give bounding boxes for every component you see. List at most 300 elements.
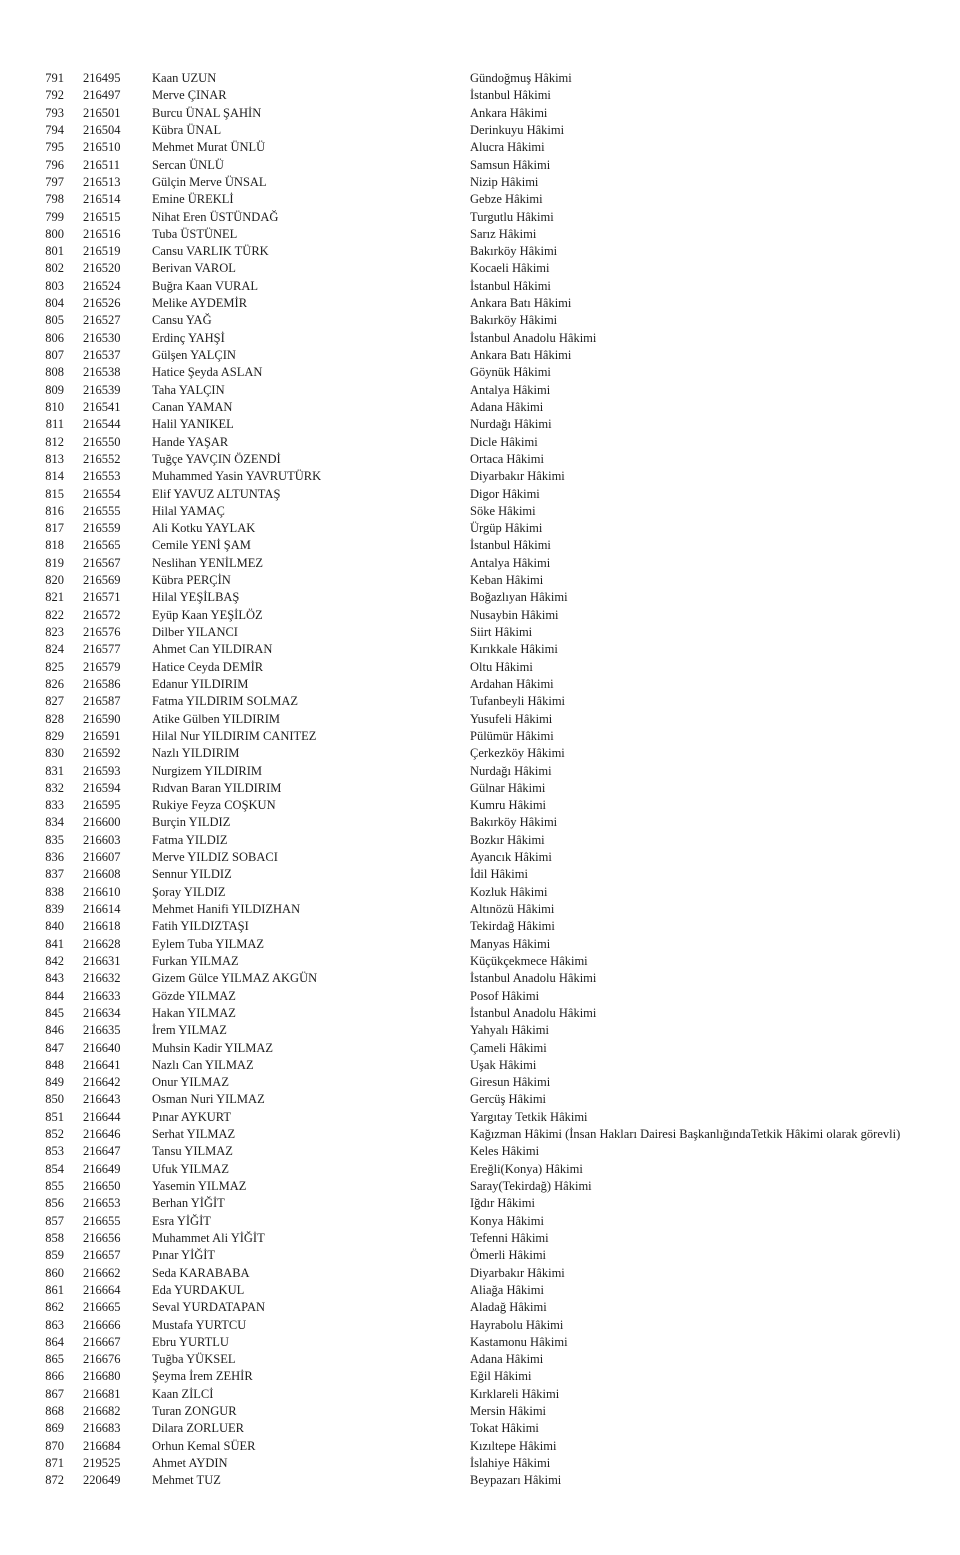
list-item bbox=[0, 1472, 960, 1489]
full-name: Eyüp Kaan YEŞİLÖZ bbox=[152, 607, 263, 622]
registry-number: 216519 bbox=[83, 244, 121, 259]
assignment: Digor Hâkimi bbox=[470, 486, 540, 501]
registry-number: 216554 bbox=[83, 486, 121, 501]
full-name: Sercan ÜNLÜ bbox=[152, 157, 224, 172]
list-item bbox=[0, 70, 960, 87]
row-number: 832 bbox=[45, 780, 64, 795]
full-name: Nihat Eren ÜSTÜNDAĞ bbox=[152, 209, 279, 224]
registry-number: 216593 bbox=[83, 763, 121, 778]
assignment: Yahyalı Hâkimi bbox=[470, 1023, 549, 1038]
list-item bbox=[0, 1299, 960, 1316]
registry-number: 216569 bbox=[83, 573, 121, 588]
row-number: 840 bbox=[45, 919, 64, 934]
row-number: 859 bbox=[45, 1248, 64, 1263]
assignment: Alucra Hâkimi bbox=[470, 140, 545, 155]
list-item bbox=[0, 399, 960, 416]
row-number: 813 bbox=[45, 451, 64, 466]
row-number: 846 bbox=[45, 1023, 64, 1038]
registry-number: 216607 bbox=[83, 850, 121, 865]
list-item bbox=[0, 780, 960, 797]
row-number: 821 bbox=[45, 590, 64, 605]
registry-number: 216514 bbox=[83, 192, 121, 207]
assignment: Posof Hâkimi bbox=[470, 988, 540, 1003]
row-number: 866 bbox=[45, 1369, 64, 1384]
assignment: İstanbul Anadolu Hâkimi bbox=[470, 1005, 597, 1020]
registry-number: 216571 bbox=[83, 590, 121, 605]
list-item bbox=[0, 797, 960, 814]
full-name: Elif YAVUZ ALTUNTAŞ bbox=[152, 486, 281, 501]
registry-number: 216642 bbox=[83, 1075, 121, 1090]
full-name: Fatma YILDIZ bbox=[152, 832, 228, 847]
list-item bbox=[0, 1178, 960, 1195]
registry-number: 216530 bbox=[83, 330, 121, 345]
registry-number: 216516 bbox=[83, 226, 121, 241]
registry-number: 216635 bbox=[83, 1023, 121, 1038]
list-item bbox=[0, 936, 960, 953]
assignment: Nurdağı Hâkimi bbox=[470, 417, 552, 432]
full-name: Burcu ÜNAL ŞAHİN bbox=[152, 105, 262, 120]
assignment: İstanbul Hâkimi bbox=[470, 538, 551, 553]
registry-number: 216640 bbox=[83, 1040, 121, 1055]
row-number: 833 bbox=[45, 798, 64, 813]
registry-number: 216641 bbox=[83, 1057, 121, 1072]
assignment: Sarız Hâkimi bbox=[470, 226, 537, 241]
full-name: Neslihan YENİLMEZ bbox=[152, 555, 263, 570]
registry-number: 216664 bbox=[83, 1282, 121, 1297]
row-number: 868 bbox=[45, 1404, 64, 1419]
full-name: Ahmet Can YILDIRAN bbox=[152, 642, 273, 657]
list-item bbox=[0, 763, 960, 780]
row-number: 814 bbox=[45, 469, 64, 484]
list-item bbox=[0, 1282, 960, 1299]
assignment: Nizip Hâkimi bbox=[470, 174, 539, 189]
registry-number: 216614 bbox=[83, 902, 121, 916]
full-name: Kaan UZUN bbox=[152, 71, 217, 85]
registry-number: 216634 bbox=[83, 1005, 121, 1020]
row-number: 827 bbox=[45, 694, 64, 709]
row-number: 824 bbox=[45, 642, 64, 657]
full-name: Yasemin YILMAZ bbox=[152, 1179, 247, 1193]
full-name: Erdinç YAHŞİ bbox=[152, 330, 225, 345]
full-name: Osman Nuri YILMAZ bbox=[152, 1092, 265, 1107]
assignment: Diyarbakır Hâkimi bbox=[470, 469, 565, 484]
registry-number: 216644 bbox=[83, 1109, 121, 1124]
list-item bbox=[0, 226, 960, 243]
row-number: 817 bbox=[45, 521, 64, 536]
full-name: Mehmet TUZ bbox=[152, 1473, 221, 1488]
row-number: 806 bbox=[45, 330, 64, 345]
row-number: 808 bbox=[45, 365, 64, 380]
row-number: 862 bbox=[45, 1300, 64, 1315]
registry-number: 216526 bbox=[83, 296, 121, 311]
registry-number: 216565 bbox=[83, 538, 121, 553]
assignment: Küçükçekmece Hâkimi bbox=[470, 953, 588, 968]
list-item bbox=[0, 1213, 960, 1230]
registry-number: 216495 bbox=[83, 71, 121, 85]
list-item bbox=[0, 589, 960, 606]
row-number: 819 bbox=[45, 555, 64, 570]
assignment: Dicle Hâkimi bbox=[470, 434, 538, 449]
full-name: Tuğba YÜKSEL bbox=[152, 1352, 236, 1367]
row-number: 854 bbox=[45, 1161, 64, 1176]
row-number: 820 bbox=[45, 573, 64, 588]
list-item bbox=[0, 330, 960, 347]
registry-number: 216643 bbox=[83, 1092, 121, 1107]
full-name: Eda YURDAKUL bbox=[152, 1282, 245, 1297]
assignment: Kocaeli Hâkimi bbox=[470, 261, 550, 276]
assignment: Tefenni Hâkimi bbox=[470, 1230, 549, 1245]
row-number: 841 bbox=[45, 936, 64, 951]
assignment: Siirt Hâkimi bbox=[470, 625, 533, 639]
list-item bbox=[0, 918, 960, 935]
row-number: 797 bbox=[45, 174, 64, 189]
row-number: 829 bbox=[45, 728, 64, 743]
row-number: 825 bbox=[45, 659, 64, 674]
row-number: 860 bbox=[45, 1265, 64, 1280]
row-number: 812 bbox=[45, 434, 64, 449]
registry-number: 216628 bbox=[83, 936, 121, 951]
list-item bbox=[0, 1438, 960, 1455]
list-item bbox=[0, 970, 960, 987]
row-number: 800 bbox=[45, 226, 64, 241]
list-item bbox=[0, 641, 960, 658]
registry-number: 216587 bbox=[83, 694, 121, 709]
full-name: Ebru YURTLU bbox=[152, 1334, 229, 1349]
list-item bbox=[0, 434, 960, 451]
full-name: Hilal YEŞİLBAŞ bbox=[152, 590, 240, 605]
list-item bbox=[0, 451, 960, 468]
assignment: Ankara Batı Hâkimi bbox=[470, 296, 572, 311]
assignment: Yargıtay Tetkik Hâkimi bbox=[470, 1109, 588, 1124]
full-name: Ufuk YILMAZ bbox=[152, 1161, 229, 1176]
registry-number: 216649 bbox=[83, 1161, 121, 1176]
assignment: İstanbul Anadolu Hâkimi bbox=[470, 330, 597, 345]
list-item bbox=[0, 572, 960, 589]
registry-number: 216603 bbox=[83, 832, 121, 847]
row-number: 842 bbox=[45, 953, 64, 968]
list-item bbox=[0, 1334, 960, 1351]
registry-number: 216666 bbox=[83, 1317, 121, 1332]
full-name: Dilara ZORLUER bbox=[152, 1421, 244, 1436]
list-item bbox=[0, 1230, 960, 1247]
full-name: Fatma YILDIRIM SOLMAZ bbox=[152, 694, 299, 709]
full-name: Atike Gülben YILDIRIM bbox=[152, 711, 280, 726]
full-name: Turan ZONGUR bbox=[152, 1404, 237, 1419]
row-number: 850 bbox=[45, 1092, 64, 1107]
row-number: 804 bbox=[45, 296, 64, 311]
full-name: Gülşen YALÇIN bbox=[152, 348, 236, 362]
list-item bbox=[0, 468, 960, 485]
full-name: Pınar YİĞİT bbox=[152, 1248, 216, 1263]
row-number: 845 bbox=[45, 1005, 64, 1020]
row-number: 843 bbox=[45, 971, 64, 986]
row-number: 855 bbox=[45, 1179, 64, 1193]
registry-number: 216524 bbox=[83, 278, 121, 293]
row-number: 837 bbox=[45, 867, 64, 882]
full-name: Dilber YILANCI bbox=[152, 625, 238, 639]
full-name: Eylem Tuba YILMAZ bbox=[152, 936, 265, 951]
list-item bbox=[0, 693, 960, 710]
row-number: 870 bbox=[45, 1438, 64, 1453]
full-name: Pınar AYKURT bbox=[152, 1109, 232, 1124]
row-number: 853 bbox=[45, 1144, 64, 1159]
full-name: Merve ÇINAR bbox=[152, 88, 227, 103]
assignment: Oltu Hâkimi bbox=[470, 659, 533, 674]
assignment: Kozluk Hâkimi bbox=[470, 884, 548, 899]
list-item bbox=[0, 901, 960, 918]
full-name: Onur YILMAZ bbox=[152, 1075, 229, 1090]
row-number: 835 bbox=[45, 832, 64, 847]
appointment-list bbox=[0, 70, 960, 1490]
registry-number: 216657 bbox=[83, 1248, 121, 1263]
assignment: Kağızman Hâkimi (İnsan Hakları Dairesi BaşkanlığındaTetkik Hâkimi olarak görevli) bbox=[470, 1127, 901, 1142]
full-name: Kübra ÜNAL bbox=[152, 122, 222, 137]
assignment: İstanbul Anadolu Hâkimi bbox=[470, 971, 597, 986]
full-name: Mustafa YURTCU bbox=[152, 1317, 247, 1332]
assignment: Göynük Hâkimi bbox=[470, 365, 551, 380]
list-item bbox=[0, 364, 960, 381]
registry-number: 216680 bbox=[83, 1369, 121, 1384]
full-name: Seda KARABABA bbox=[152, 1265, 250, 1280]
list-item bbox=[0, 676, 960, 693]
assignment: Bozkır Hâkimi bbox=[470, 832, 545, 847]
registry-number: 216504 bbox=[83, 122, 121, 137]
list-item bbox=[0, 711, 960, 728]
full-name: Hilal Nur YILDIRIM CANITEZ bbox=[152, 728, 317, 743]
registry-number: 216511 bbox=[83, 157, 121, 172]
registry-number: 220649 bbox=[83, 1473, 121, 1488]
list-item bbox=[0, 1161, 960, 1178]
list-item bbox=[0, 295, 960, 312]
assignment: Giresun Hâkimi bbox=[470, 1075, 551, 1090]
registry-number: 216632 bbox=[83, 971, 121, 986]
registry-number: 216662 bbox=[83, 1265, 121, 1280]
registry-number: 216608 bbox=[83, 867, 121, 882]
assignment: Tufanbeyli Hâkimi bbox=[470, 694, 566, 709]
list-item bbox=[0, 1455, 960, 1472]
list-item bbox=[0, 1005, 960, 1022]
registry-number: 216567 bbox=[83, 555, 121, 570]
row-number: 871 bbox=[45, 1456, 64, 1470]
registry-number: 216684 bbox=[83, 1438, 121, 1453]
full-name: Kaan ZİLCİ bbox=[152, 1386, 214, 1401]
registry-number: 216656 bbox=[83, 1230, 121, 1245]
full-name: Burçin YILDIZ bbox=[152, 815, 231, 830]
assignment: Nusaybin Hâkimi bbox=[470, 607, 559, 622]
list-item bbox=[0, 866, 960, 883]
full-name: Tansu YILMAZ bbox=[152, 1144, 233, 1159]
list-item bbox=[0, 416, 960, 433]
assignment: Ardahan Hâkimi bbox=[470, 676, 554, 691]
full-name: Emine ÜREKLİ bbox=[152, 192, 234, 207]
list-item bbox=[0, 537, 960, 554]
row-number: 863 bbox=[45, 1317, 64, 1332]
full-name: Ali Kotku YAYLAK bbox=[152, 521, 256, 536]
list-item bbox=[0, 814, 960, 831]
registry-number: 216539 bbox=[83, 382, 121, 397]
list-item bbox=[0, 1195, 960, 1212]
full-name: Muhsin Kadir YILMAZ bbox=[152, 1040, 274, 1055]
full-name: Esra YİĞİT bbox=[152, 1213, 211, 1228]
registry-number: 216513 bbox=[83, 174, 121, 189]
assignment: Ömerli Hâkimi bbox=[470, 1248, 547, 1263]
registry-number: 216682 bbox=[83, 1404, 121, 1419]
full-name: Tuğçe YAVÇIN ÖZENDİ bbox=[152, 451, 281, 466]
row-number: 830 bbox=[45, 746, 64, 761]
row-number: 822 bbox=[45, 607, 64, 622]
assignment: Kırıkkale Hâkimi bbox=[470, 642, 558, 657]
full-name: Gizem Gülce YILMAZ AKGÜN bbox=[152, 971, 318, 986]
list-item bbox=[0, 1126, 960, 1143]
list-item bbox=[0, 312, 960, 329]
registry-number: 216631 bbox=[83, 953, 121, 968]
list-item bbox=[0, 1143, 960, 1160]
full-name: Seval YURDATAPAN bbox=[152, 1300, 266, 1315]
registry-number: 216683 bbox=[83, 1421, 121, 1436]
row-number: 869 bbox=[45, 1421, 64, 1436]
list-item bbox=[0, 209, 960, 226]
assignment: Ereğli(Konya) Hâkimi bbox=[470, 1161, 583, 1176]
registry-number: 216592 bbox=[83, 746, 121, 761]
full-name: Cansu VARLIK TÜRK bbox=[152, 244, 269, 259]
assignment: Ortaca Hâkimi bbox=[470, 451, 544, 466]
registry-number: 216550 bbox=[83, 434, 121, 449]
assignment: Uşak Hâkimi bbox=[470, 1057, 537, 1072]
registry-number: 216553 bbox=[83, 469, 121, 484]
full-name: Gülçin Merve ÜNSAL bbox=[152, 174, 267, 189]
registry-number: 216501 bbox=[83, 105, 121, 120]
list-item bbox=[0, 243, 960, 260]
registry-number: 216544 bbox=[83, 417, 121, 432]
assignment: Gercüş Hâkimi bbox=[470, 1092, 547, 1107]
assignment: Adana Hâkimi bbox=[470, 1352, 544, 1367]
list-item bbox=[0, 486, 960, 503]
registry-number: 216676 bbox=[83, 1352, 121, 1367]
row-number: 867 bbox=[45, 1386, 64, 1401]
assignment: Tekirdağ Hâkimi bbox=[470, 919, 555, 934]
row-number: 792 bbox=[45, 88, 64, 103]
assignment: Eğil Hâkimi bbox=[470, 1369, 532, 1384]
registry-number: 216515 bbox=[83, 209, 121, 224]
registry-number: 216655 bbox=[83, 1213, 121, 1228]
row-number: 848 bbox=[45, 1057, 64, 1072]
full-name: Halil YANIKEL bbox=[152, 417, 234, 432]
full-name: Taha YALÇIN bbox=[152, 382, 225, 397]
full-name: Orhun Kemal SÜER bbox=[152, 1438, 256, 1453]
full-name: Cansu YAĞ bbox=[152, 313, 212, 328]
full-name: Fatih YILDIZTAŞI bbox=[152, 919, 249, 934]
registry-number: 216579 bbox=[83, 659, 121, 674]
full-name: Ahmet AYDIN bbox=[152, 1456, 228, 1470]
row-number: 795 bbox=[45, 140, 64, 155]
assignment: Bakırköy Hâkimi bbox=[470, 815, 558, 830]
list-item bbox=[0, 157, 960, 174]
list-item bbox=[0, 260, 960, 277]
row-number: 838 bbox=[45, 884, 64, 899]
full-name: Rıdvan Baran YILDIRIM bbox=[152, 780, 282, 795]
assignment: Altınözü Hâkimi bbox=[470, 902, 555, 916]
assignment: İslahiye Hâkimi bbox=[470, 1456, 551, 1470]
registry-number: 216594 bbox=[83, 780, 121, 795]
list-item bbox=[0, 988, 960, 1005]
registry-number: 216618 bbox=[83, 919, 121, 934]
registry-number: 216537 bbox=[83, 348, 121, 362]
registry-number: 216559 bbox=[83, 521, 121, 536]
assignment: Adana Hâkimi bbox=[470, 399, 544, 414]
row-number: 865 bbox=[45, 1352, 64, 1367]
row-number: 872 bbox=[45, 1473, 64, 1488]
row-number: 851 bbox=[45, 1109, 64, 1124]
full-name: Kübra PERÇİN bbox=[152, 573, 231, 588]
registry-number: 216650 bbox=[83, 1179, 121, 1193]
assignment: Çerkezköy Hâkimi bbox=[470, 746, 565, 761]
assignment: Bakırköy Hâkimi bbox=[470, 244, 558, 259]
assignment: Aliağa Hâkimi bbox=[470, 1282, 544, 1297]
row-number: 818 bbox=[45, 538, 64, 553]
full-name: Tuba ÜSTÜNEL bbox=[152, 226, 238, 241]
list-item bbox=[0, 347, 960, 364]
registry-number: 219525 bbox=[83, 1456, 121, 1470]
full-name: Berhan YİĞİT bbox=[152, 1196, 225, 1211]
assignment: Kastamonu Hâkimi bbox=[470, 1334, 568, 1349]
list-item bbox=[0, 1403, 960, 1420]
assignment: Kızıltepe Hâkimi bbox=[470, 1438, 557, 1453]
assignment: Ankara Batı Hâkimi bbox=[470, 348, 572, 362]
assignment: İstanbul Hâkimi bbox=[470, 88, 551, 103]
full-name: Canan YAMAN bbox=[152, 399, 233, 414]
full-name: Furkan YILMAZ bbox=[152, 953, 239, 968]
registry-number: 216555 bbox=[83, 503, 121, 518]
row-number: 861 bbox=[45, 1282, 64, 1297]
row-number: 828 bbox=[45, 711, 64, 726]
full-name: Melike AYDEMİR bbox=[152, 296, 248, 311]
registry-number: 216681 bbox=[83, 1386, 121, 1401]
list-item bbox=[0, 849, 960, 866]
assignment: Manyas Hâkimi bbox=[470, 936, 551, 951]
full-name: Mehmet Hanifi YILDIZHAN bbox=[152, 902, 301, 916]
row-number: 858 bbox=[45, 1230, 64, 1245]
row-number: 796 bbox=[45, 157, 64, 172]
registry-number: 216590 bbox=[83, 711, 121, 726]
full-name: Nurgizem YILDIRIM bbox=[152, 763, 263, 778]
row-number: 852 bbox=[45, 1127, 64, 1142]
row-number: 815 bbox=[45, 486, 64, 501]
registry-number: 216538 bbox=[83, 365, 121, 380]
full-name: Şeyma İrem ZEHİR bbox=[152, 1369, 253, 1384]
full-name: Hatice Ceyda DEMİR bbox=[152, 659, 264, 674]
list-item bbox=[0, 87, 960, 104]
full-name: Hilal YAMAÇ bbox=[152, 503, 225, 518]
full-name: Şoray YILDIZ bbox=[152, 884, 226, 899]
full-name: Muhammet Ali YİĞİT bbox=[152, 1230, 265, 1245]
row-number: 836 bbox=[45, 850, 64, 865]
assignment: Saray(Tekirdağ) Hâkimi bbox=[470, 1179, 592, 1193]
registry-number: 216577 bbox=[83, 642, 121, 657]
registry-number: 216572 bbox=[83, 607, 121, 622]
full-name: Sennur YILDIZ bbox=[152, 867, 232, 882]
full-name: Rukiye Feyza COŞKUN bbox=[152, 798, 276, 813]
assignment: Yusufeli Hâkimi bbox=[470, 711, 553, 726]
full-name: Merve YILDIZ SOBACI bbox=[152, 850, 278, 865]
assignment: Kumru Hâkimi bbox=[470, 798, 547, 813]
assignment: Gündoğmuş Hâkimi bbox=[470, 71, 572, 85]
full-name: Hande YAŞAR bbox=[152, 434, 229, 449]
row-number: 831 bbox=[45, 763, 64, 778]
list-item bbox=[0, 884, 960, 901]
registry-number: 216520 bbox=[83, 261, 121, 276]
list-item bbox=[0, 1386, 960, 1403]
full-name: Buğra Kaan VURAL bbox=[152, 278, 258, 293]
